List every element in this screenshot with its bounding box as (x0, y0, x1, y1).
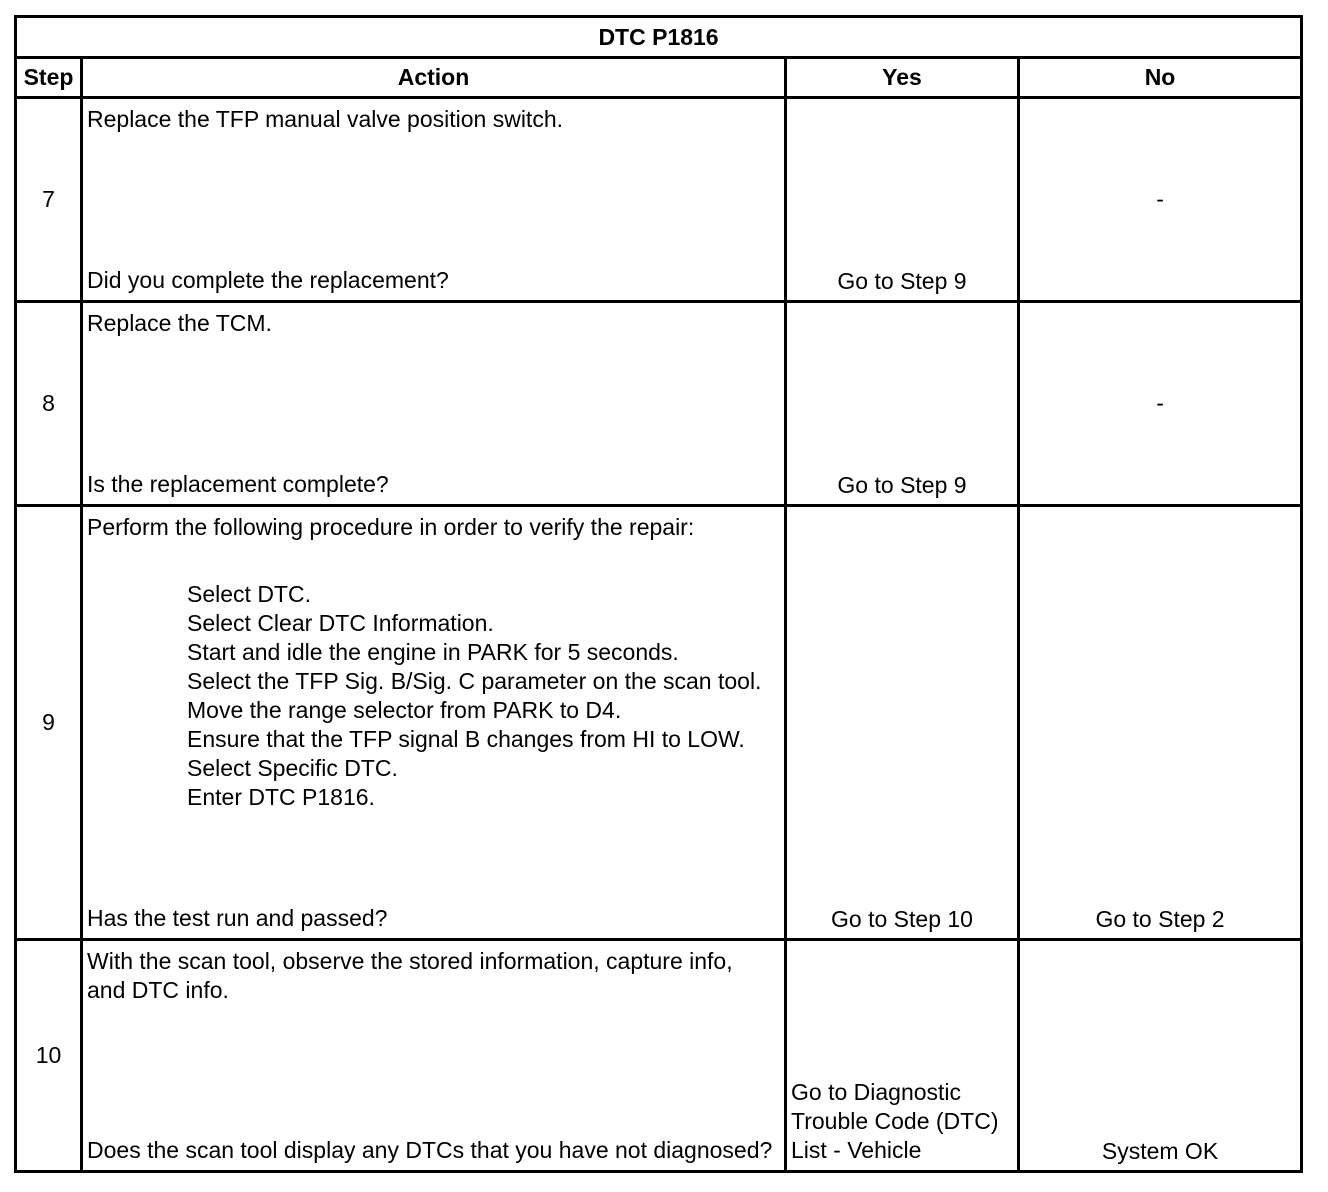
action-question: Is the replacement complete? (87, 471, 389, 497)
step-number: 7 (16, 98, 82, 302)
action-cell (82, 506, 786, 940)
table-row-step-9 (16, 506, 1302, 940)
yes-cell: Go to Step 9 (786, 302, 1019, 506)
step-number: 10 (16, 940, 82, 1172)
action-cell (82, 98, 786, 302)
yes-cell: Go to Step 10 (786, 506, 1019, 940)
procedure-item: Select the TFP Sig. B/Sig. C parameter on the scan tool. (187, 668, 762, 694)
step-number: 9 (16, 506, 82, 940)
no-cell: System OK (1019, 940, 1302, 1172)
no-cell: Go to Step 2 (1019, 506, 1302, 940)
title-row (16, 17, 1302, 58)
action-intro: Perform the following procedure in order to verify the repair: (87, 514, 695, 540)
procedure-item: Select DTC. (187, 581, 311, 607)
procedure-list (187, 580, 762, 812)
action-question: Does the scan tool display any DTCs that you have not diagnosed? (87, 1137, 773, 1163)
header-action: Action (82, 58, 786, 98)
dtc-table-document (14, 15, 1300, 1173)
no-cell: - (1019, 98, 1302, 302)
action-intro: With the scan tool, observe the stored information, capture info, and DTC info. (87, 948, 733, 1003)
yes-cell: Go to Diagnostic Trouble Code (DTC) List - Vehicle (786, 940, 1019, 1172)
table-row-step-7 (16, 98, 1302, 302)
action-intro: Replace the TFP manual valve position switch. (87, 106, 564, 132)
header-step: Step (16, 58, 82, 98)
yes-cell: Go to Step 9 (786, 98, 1019, 302)
table-row-step-10 (16, 940, 1302, 1172)
no-cell: - (1019, 302, 1302, 506)
header-yes: Yes (786, 58, 1019, 98)
procedure-item: Enter DTC P1816. (187, 784, 375, 810)
step-number: 8 (16, 302, 82, 506)
header-row (16, 58, 1302, 98)
procedure-item: Start and idle the engine in PARK for 5 seconds. (187, 639, 679, 665)
procedure-item: Select Specific DTC. (187, 755, 398, 781)
action-cell (82, 302, 786, 506)
table-row-step-8 (16, 302, 1302, 506)
action-question: Has the test run and passed? (87, 905, 388, 931)
procedure-item: Select Clear DTC Information. (187, 610, 494, 636)
table-title: DTC P1816 (16, 17, 1302, 58)
procedure-item: Move the range selector from PARK to D4. (187, 697, 622, 723)
dtc-table (14, 15, 1303, 1173)
action-intro: Replace the TCM. (87, 310, 272, 336)
header-no: No (1019, 58, 1302, 98)
action-cell (82, 940, 786, 1172)
action-question: Did you complete the replacement? (87, 267, 449, 293)
procedure-item: Ensure that the TFP signal B changes from HI to LOW. (187, 726, 745, 752)
